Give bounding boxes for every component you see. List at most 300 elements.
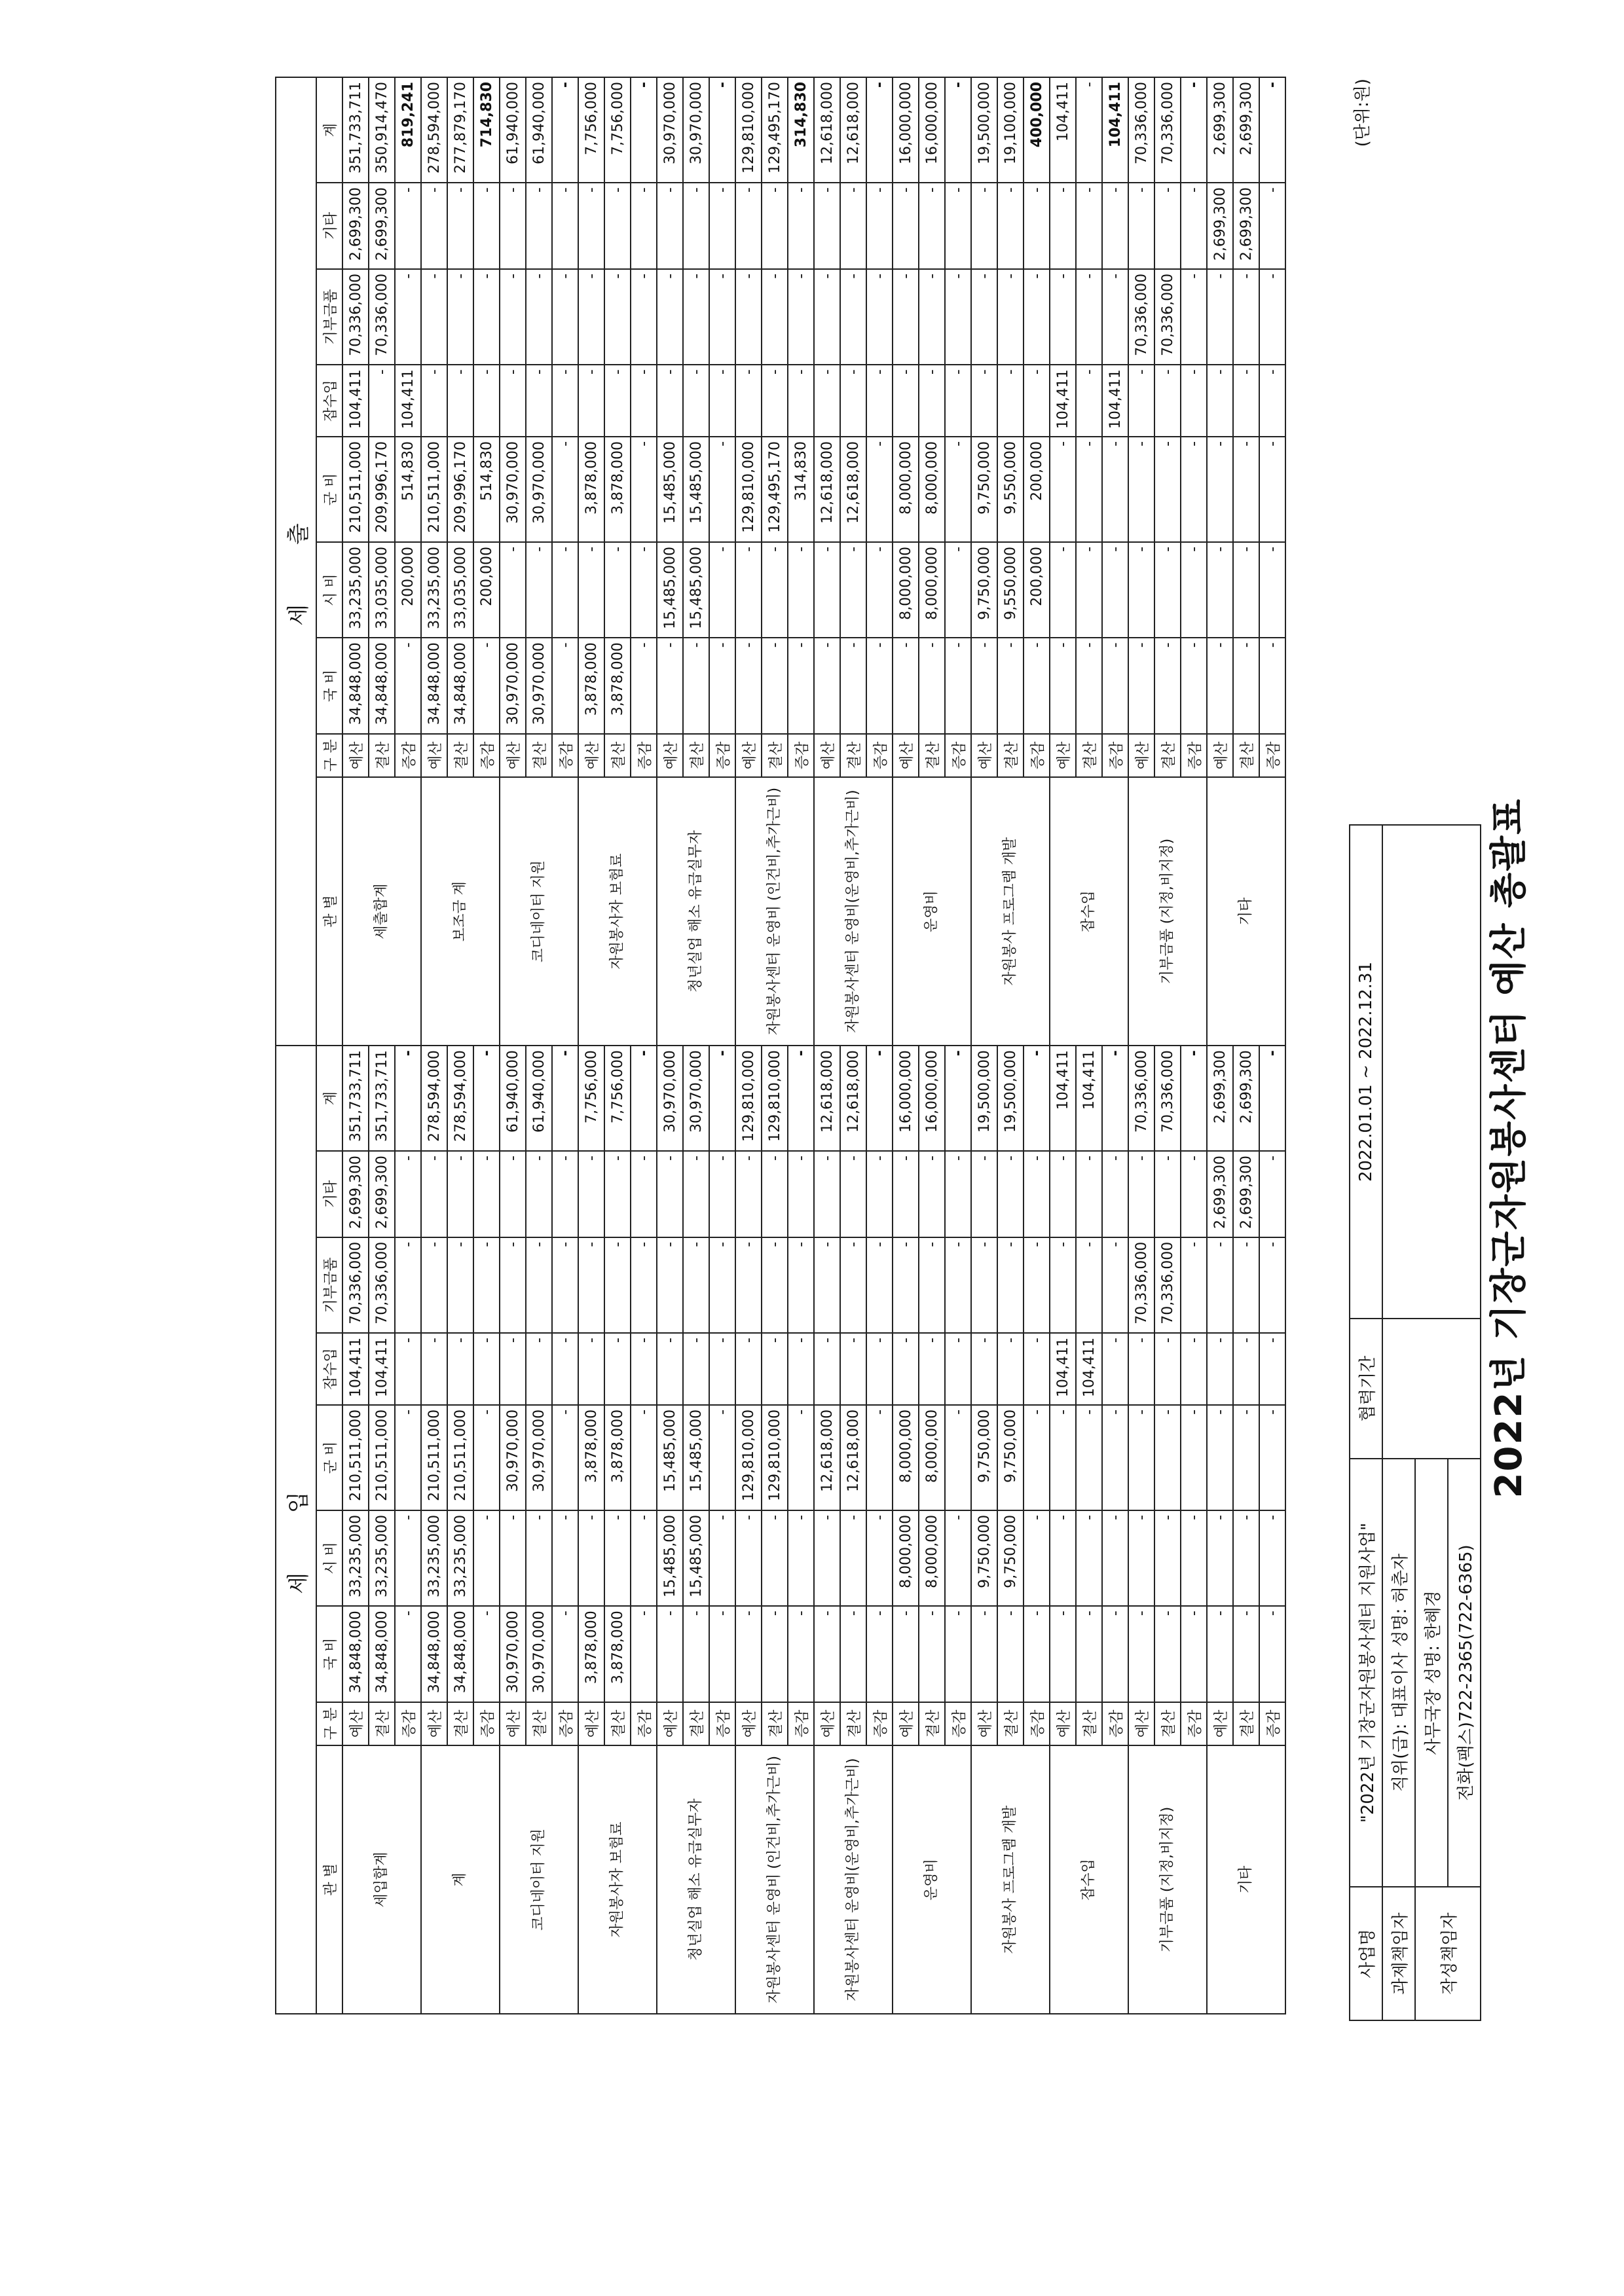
exp-cell: - — [369, 365, 395, 437]
exp-cell: - — [1102, 542, 1128, 638]
table-row — [369, 77, 395, 2014]
rev-cell: 70,336,000 — [1154, 1046, 1181, 1151]
rev-cell: - — [631, 1237, 657, 1333]
exp-cell: - — [814, 269, 840, 365]
exp-cell: - — [893, 269, 919, 365]
rev-cell: - — [788, 1510, 814, 1606]
exp-cell: 104,411 — [1102, 77, 1128, 183]
rev-cell: 33,235,000 — [342, 1510, 369, 1606]
rev-cell: - — [1050, 1606, 1076, 1702]
rev-cell: - — [866, 1606, 893, 1702]
exp-cell: 61,940,000 — [500, 77, 526, 183]
rev-cell: - — [421, 1237, 447, 1333]
rev-cell: - — [1024, 1237, 1050, 1333]
rev-cell: 351,733,711 — [369, 1046, 395, 1151]
exp-cell: 209,996,170 — [369, 437, 395, 542]
rev-cell: 351,733,711 — [342, 1046, 369, 1151]
exp-cell: - — [762, 183, 788, 269]
table-row — [735, 77, 762, 2014]
table-row — [945, 77, 971, 2014]
rev-cell: - — [395, 1606, 421, 1702]
rev-cell: - — [1024, 1333, 1050, 1405]
rev-col-nat: 국 비 — [316, 1606, 342, 1702]
exp-cell: - — [709, 638, 735, 733]
table-row — [1128, 77, 1154, 2014]
exp-cell: - — [945, 77, 971, 183]
exp-cell: - — [840, 542, 866, 638]
rev-cell: - — [709, 1405, 735, 1510]
table-row — [1024, 77, 1050, 2014]
exp-cell: - — [788, 183, 814, 269]
exp-cell: - — [1207, 542, 1233, 638]
rev-cell: 34,848,000 — [369, 1606, 395, 1702]
rev-cell: - — [893, 1333, 919, 1405]
exp-cell: - — [919, 365, 945, 437]
rev-cell: - — [919, 1606, 945, 1702]
rev-cell: - — [709, 1046, 735, 1151]
exp-cell: 7,756,000 — [578, 77, 604, 183]
exp-col-nat: 국 비 — [316, 638, 342, 733]
rev-row-type: 증감 — [473, 1702, 500, 1745]
rev-cell: - — [866, 1510, 893, 1606]
rev-col-misc: 잡수입 — [316, 1333, 342, 1405]
exp-cell: 34,848,000 — [421, 638, 447, 733]
exp-row-type: 증감 — [631, 734, 657, 777]
exp-cell: 34,848,000 — [369, 638, 395, 733]
exp-row-type: 증감 — [552, 734, 578, 777]
exp-cell: - — [1076, 638, 1102, 733]
rev-cell: - — [1259, 1510, 1285, 1606]
exp-cell: 819,241 — [395, 77, 421, 183]
rev-cell: 7,756,000 — [604, 1046, 631, 1151]
exp-cell: - — [552, 365, 578, 437]
exp-item-name: 운영비 — [893, 777, 971, 1046]
rev-col-total: 계 — [316, 1046, 342, 1151]
rev-row-type: 예산 — [893, 1702, 919, 1745]
rev-col-type: 구 분 — [316, 1702, 342, 1745]
rev-row-type: 증감 — [552, 1702, 578, 1745]
rev-row-type: 예산 — [814, 1702, 840, 1745]
rev-cell: - — [1102, 1046, 1128, 1151]
rev-cell: - — [997, 1606, 1024, 1702]
exp-cell: - — [1154, 365, 1181, 437]
rev-cell: - — [1024, 1606, 1050, 1702]
project-value: "2022년 기장군자원봉사센터 지원사업" — [1350, 1459, 1382, 1887]
exp-cell: - — [1207, 437, 1233, 542]
exp-cell: - — [1024, 183, 1050, 269]
table-row — [395, 77, 421, 2014]
exp-cell: - — [421, 183, 447, 269]
rev-cell: 129,810,000 — [735, 1046, 762, 1151]
rev-cell: - — [919, 1151, 945, 1237]
rev-cell: - — [1076, 1237, 1102, 1333]
rev-cell: 15,485,000 — [683, 1510, 709, 1606]
exp-cell: - — [1207, 269, 1233, 365]
rev-col-county: 군 비 — [316, 1405, 342, 1510]
exp-row-type: 증감 — [866, 734, 893, 777]
exp-cell: 8,000,000 — [919, 542, 945, 638]
exp-cell: - — [709, 77, 735, 183]
exp-cell: 3,878,000 — [578, 638, 604, 733]
exp-cell: 12,618,000 — [814, 437, 840, 542]
rev-cell: - — [473, 1510, 500, 1606]
rev-cell: - — [762, 1510, 788, 1606]
rev-row-type: 결산 — [1233, 1702, 1259, 1745]
rev-cell: - — [866, 1405, 893, 1510]
rev-cell: - — [631, 1510, 657, 1606]
exp-cell: - — [1233, 365, 1259, 437]
exp-cell: - — [919, 638, 945, 733]
rev-cell: - — [657, 1606, 683, 1702]
exp-cell: - — [447, 183, 473, 269]
table-row — [552, 77, 578, 2014]
rev-cell: - — [1181, 1237, 1207, 1333]
rev-row-type: 증감 — [866, 1702, 893, 1745]
exp-item-name: 자원봉사센터 운영비 (인건비,추가근비) — [735, 777, 814, 1046]
exp-cell: - — [788, 638, 814, 733]
exp-cell: - — [657, 638, 683, 733]
exp-row-type: 예산 — [1050, 734, 1076, 777]
rev-cell: 2,699,300 — [1233, 1046, 1259, 1151]
rev-cell: - — [552, 1510, 578, 1606]
rev-cell: - — [1102, 1237, 1128, 1333]
exp-cell: 350,914,470 — [369, 77, 395, 183]
exp-cell: - — [578, 365, 604, 437]
exp-item-name: 자원봉사 프로그램 개발 — [971, 777, 1050, 1046]
exp-cell: - — [552, 542, 578, 638]
exp-cell: - — [1154, 638, 1181, 733]
exp-cell: - — [788, 365, 814, 437]
rev-cell: - — [578, 1510, 604, 1606]
rev-cell: - — [395, 1333, 421, 1405]
rev-cell: - — [971, 1237, 997, 1333]
exp-row-type: 결산 — [1233, 734, 1259, 777]
rev-row-type: 결산 — [369, 1702, 395, 1745]
exp-cell: - — [1050, 269, 1076, 365]
rev-cell: - — [1259, 1333, 1285, 1405]
exp-cell: - — [631, 638, 657, 733]
exp-row-type: 결산 — [762, 734, 788, 777]
rev-cell: - — [631, 1046, 657, 1151]
document-title: 2022년 기장군자원봉사센터 예산 총괄표 — [1488, 797, 1530, 1499]
exp-cell: 12,618,000 — [814, 77, 840, 183]
exp-cell: - — [840, 183, 866, 269]
rev-cell: 3,878,000 — [604, 1405, 631, 1510]
exp-cell: - — [1128, 183, 1154, 269]
exp-row-type: 결산 — [919, 734, 945, 777]
exp-cell: - — [604, 542, 631, 638]
table-row — [683, 77, 709, 2014]
exp-cell: 70,336,000 — [1154, 269, 1181, 365]
rev-cell: 9,750,000 — [997, 1510, 1024, 1606]
exp-col-type: 구 분 — [316, 734, 342, 777]
rev-cell: - — [1207, 1333, 1233, 1405]
period-value: 2022.01.01 ~ 2022.12.31 — [1350, 825, 1382, 1319]
rev-cell: - — [1024, 1405, 1050, 1510]
rev-cell: - — [1102, 1405, 1128, 1510]
rev-row-type: 결산 — [447, 1702, 473, 1745]
exp-col-county: 군 비 — [316, 437, 342, 542]
exp-cell: - — [473, 269, 500, 365]
exp-cell: - — [1181, 542, 1207, 638]
rev-cell: - — [866, 1237, 893, 1333]
rev-row-type: 증감 — [788, 1702, 814, 1745]
rev-cell: 104,411 — [369, 1333, 395, 1405]
exp-cell: - — [552, 77, 578, 183]
exp-col-total: 계 — [316, 77, 342, 183]
exp-cell: - — [814, 183, 840, 269]
rev-cell: 129,810,000 — [762, 1405, 788, 1510]
rev-cell: 30,970,000 — [657, 1046, 683, 1151]
rev-cell: 2,699,300 — [369, 1151, 395, 1237]
exp-cell: - — [971, 183, 997, 269]
exp-row-type: 결산 — [683, 734, 709, 777]
rev-cell: 34,848,000 — [342, 1606, 369, 1702]
exp-cell: 30,970,000 — [683, 77, 709, 183]
exp-cell: - — [1259, 437, 1285, 542]
exp-cell: 129,495,170 — [762, 77, 788, 183]
rev-row-type: 결산 — [919, 1702, 945, 1745]
rev-row-type: 증감 — [709, 1702, 735, 1745]
rev-row-type: 예산 — [421, 1702, 447, 1745]
exp-cell: 277,879,170 — [447, 77, 473, 183]
rev-cell: - — [1102, 1151, 1128, 1237]
rev-cell: - — [709, 1151, 735, 1237]
exp-cell: - — [421, 269, 447, 365]
exp-cell: - — [866, 638, 893, 733]
rev-cell: - — [893, 1606, 919, 1702]
exp-cell: 104,411 — [395, 365, 421, 437]
rev-cell: 3,878,000 — [578, 1405, 604, 1510]
rev-cell: - — [1207, 1606, 1233, 1702]
rev-row-type: 증감 — [1181, 1702, 1207, 1745]
exp-cell: - — [814, 365, 840, 437]
exp-cell: 30,970,000 — [526, 437, 552, 542]
rev-cell: - — [735, 1333, 762, 1405]
exp-cell: 400,000 — [1024, 77, 1050, 183]
rev-cell: 278,594,000 — [421, 1046, 447, 1151]
rev-cell: - — [945, 1151, 971, 1237]
rev-cell: - — [395, 1151, 421, 1237]
table-row — [1233, 77, 1259, 2014]
exp-cell: - — [893, 365, 919, 437]
rev-row-type: 증감 — [631, 1702, 657, 1745]
exp-cell: 12,618,000 — [840, 437, 866, 542]
rev-item-name: 운영비 — [893, 1745, 971, 2014]
rev-cell: - — [1154, 1606, 1181, 1702]
table-row — [1207, 77, 1233, 2014]
exp-row-type: 예산 — [421, 734, 447, 777]
exp-cell: - — [526, 269, 552, 365]
rev-cell: - — [552, 1606, 578, 1702]
exp-cell: 104,411 — [342, 365, 369, 437]
period-label: 협력기간 — [1350, 1319, 1382, 1459]
exp-cell: 19,100,000 — [997, 77, 1024, 183]
exp-cell: 33,235,000 — [421, 542, 447, 638]
exp-cell: 714,830 — [473, 77, 500, 183]
table-row — [657, 77, 683, 2014]
rev-cell: - — [709, 1237, 735, 1333]
rev-row-type: 예산 — [1207, 1702, 1233, 1745]
rev-cell: - — [421, 1151, 447, 1237]
exp-cell: - — [500, 183, 526, 269]
exp-cell: - — [1128, 365, 1154, 437]
rev-cell: - — [683, 1237, 709, 1333]
exp-cell: - — [631, 183, 657, 269]
exp-cell: - — [657, 183, 683, 269]
rev-cell: 12,618,000 — [814, 1046, 840, 1151]
rev-cell: - — [421, 1333, 447, 1405]
rev-cell: 104,411 — [1076, 1046, 1102, 1151]
exp-cell: - — [447, 365, 473, 437]
rev-cell: - — [1050, 1510, 1076, 1606]
rev-cell: - — [1024, 1151, 1050, 1237]
exp-cell: 19,500,000 — [971, 77, 997, 183]
exp-cell: - — [552, 437, 578, 542]
exp-cell: - — [1024, 365, 1050, 437]
table-row — [1076, 77, 1102, 2014]
exp-cell: - — [1102, 437, 1128, 542]
exp-cell: - — [683, 638, 709, 733]
rev-cell: - — [395, 1510, 421, 1606]
rev-cell: - — [1128, 1151, 1154, 1237]
exp-cell: - — [1050, 542, 1076, 638]
exp-cell: - — [893, 638, 919, 733]
exp-cell: 61,940,000 — [526, 77, 552, 183]
exp-cell: - — [709, 183, 735, 269]
rev-cell: 70,336,000 — [342, 1237, 369, 1333]
table-row — [997, 77, 1024, 2014]
exp-row-type: 예산 — [500, 734, 526, 777]
exp-cell: 210,511,000 — [421, 437, 447, 542]
rev-cell: - — [683, 1606, 709, 1702]
rev-row-type: 예산 — [735, 1702, 762, 1745]
table-row — [866, 77, 893, 2014]
rev-cell: - — [788, 1405, 814, 1510]
exp-cell: - — [1154, 183, 1181, 269]
exp-cell: - — [997, 269, 1024, 365]
exp-cell: 129,810,000 — [735, 437, 762, 542]
exp-cell: - — [1128, 638, 1154, 733]
exp-cell: - — [1076, 365, 1102, 437]
rev-cell: 30,970,000 — [683, 1046, 709, 1151]
info-blank — [1382, 1319, 1481, 1459]
exp-cell: - — [683, 365, 709, 437]
rev-cell: 70,336,000 — [369, 1237, 395, 1333]
exp-cell: - — [552, 269, 578, 365]
rev-cell: 30,970,000 — [500, 1405, 526, 1510]
exp-cell: - — [971, 269, 997, 365]
rev-cell: - — [788, 1333, 814, 1405]
rev-cell: - — [840, 1606, 866, 1702]
rev-cell: - — [1233, 1510, 1259, 1606]
exp-cell: - — [971, 365, 997, 437]
exp-cell: - — [945, 437, 971, 542]
rev-cell: - — [631, 1333, 657, 1405]
rev-cell: - — [447, 1333, 473, 1405]
exp-row-type: 결산 — [1076, 734, 1102, 777]
exp-cell: - — [735, 269, 762, 365]
exp-cell: 33,235,000 — [342, 542, 369, 638]
exp-cell: - — [604, 269, 631, 365]
rev-cell: - — [1207, 1405, 1233, 1510]
rev-cell: - — [447, 1151, 473, 1237]
exp-row-type: 예산 — [814, 734, 840, 777]
exp-cell: - — [762, 542, 788, 638]
rev-cell: 16,000,000 — [893, 1046, 919, 1151]
rev-row-type: 결산 — [1076, 1702, 1102, 1745]
rev-row-type: 결산 — [604, 1702, 631, 1745]
rev-cell: 30,970,000 — [500, 1606, 526, 1702]
table-row — [631, 77, 657, 2014]
exp-cell: - — [395, 183, 421, 269]
rev-item-name: 청년실업 해소 유급실무자 — [657, 1745, 735, 2014]
rev-cell: - — [1259, 1606, 1285, 1702]
exp-cell: 104,411 — [1050, 365, 1076, 437]
table-row — [709, 77, 735, 2014]
exp-cell: - — [1154, 437, 1181, 542]
rev-cell: - — [1154, 1510, 1181, 1606]
exp-cell: - — [1259, 542, 1285, 638]
exp-cell: - — [421, 365, 447, 437]
rev-cell: - — [945, 1046, 971, 1151]
rev-cell: 34,848,000 — [447, 1606, 473, 1702]
rev-cell: - — [971, 1606, 997, 1702]
exp-cell: - — [735, 638, 762, 733]
rev-cell: - — [473, 1237, 500, 1333]
rev-col-item: 관 별 — [316, 1745, 342, 2014]
rev-cell: - — [840, 1151, 866, 1237]
exp-cell: - — [709, 269, 735, 365]
exp-cell: - — [526, 183, 552, 269]
rev-cell: - — [814, 1237, 840, 1333]
rev-cell: - — [500, 1151, 526, 1237]
exp-cell: - — [657, 269, 683, 365]
rev-cell: 278,594,000 — [447, 1046, 473, 1151]
rev-cell: - — [1181, 1151, 1207, 1237]
rev-cell: 104,411 — [1050, 1333, 1076, 1405]
rev-cell: - — [657, 1237, 683, 1333]
rev-cell: 2,699,300 — [1233, 1151, 1259, 1237]
rev-cell: - — [1233, 1606, 1259, 1702]
rev-cell: 12,618,000 — [840, 1405, 866, 1510]
exp-cell: 12,618,000 — [840, 77, 866, 183]
rev-cell: - — [1154, 1405, 1181, 1510]
exp-cell: - — [814, 638, 840, 733]
exp-cell: - — [1102, 183, 1128, 269]
rev-cell: - — [709, 1606, 735, 1702]
rev-cell: - — [552, 1151, 578, 1237]
exp-item-name: 기타 — [1207, 777, 1285, 1046]
exp-cell: 200,000 — [473, 542, 500, 638]
writer-label: 작성책임자 — [1415, 1887, 1481, 2020]
exp-cell: 33,035,000 — [369, 542, 395, 638]
rev-cell: - — [604, 1510, 631, 1606]
rev-cell: - — [1128, 1510, 1154, 1606]
exp-row-type: 증감 — [1259, 734, 1285, 777]
rev-cell: - — [1181, 1405, 1207, 1510]
exp-row-type: 결산 — [997, 734, 1024, 777]
rev-cell: - — [866, 1151, 893, 1237]
rev-cell: - — [840, 1237, 866, 1333]
exp-cell: 514,830 — [395, 437, 421, 542]
rev-cell: - — [762, 1151, 788, 1237]
rev-cell: 15,485,000 — [657, 1405, 683, 1510]
exp-cell: - — [500, 269, 526, 365]
table-row — [1259, 77, 1285, 2014]
exp-cell: 3,878,000 — [604, 638, 631, 733]
exp-row-type: 증감 — [788, 734, 814, 777]
